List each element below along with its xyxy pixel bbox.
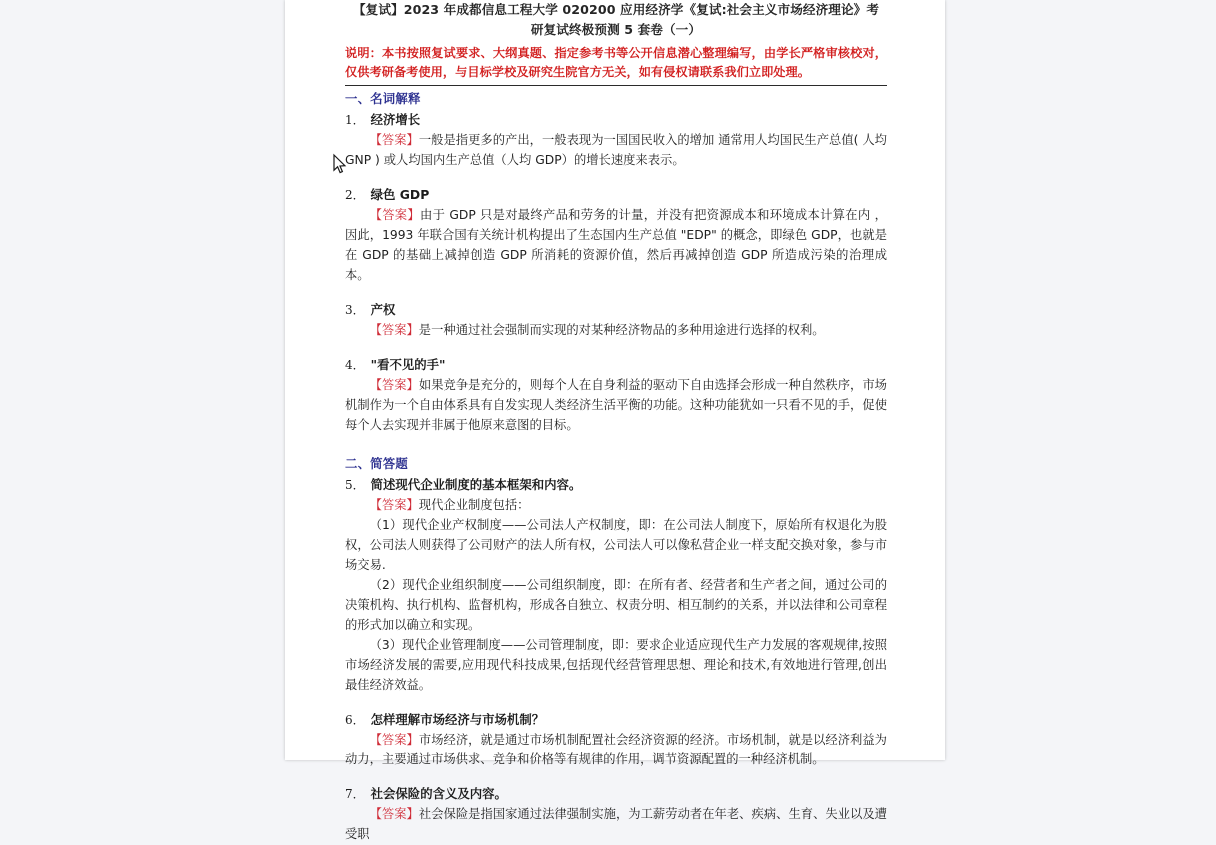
question-number-6: 6．: [345, 712, 365, 727]
question-number-5: 5．: [345, 478, 365, 493]
answer-subpara-5-3: （3）现代企业管理制度——公司管理制度，即：要求企业适应现代生产力发展的客观规律,按照市场经济发展的需要,应用现代科技成果,包括现代经营管理思想、理论和技术,有效地进行管理,创出最佳经济效益。: [345, 637, 887, 692]
page-content: [285, 0, 945, 845]
answer-tag: 【答案】: [369, 498, 419, 513]
section-heading-1: 一、名词解释: [345, 91, 421, 107]
answer-tag: 【答案】: [369, 322, 419, 337]
question-number-1: 1．: [345, 113, 365, 128]
question-heading-1: [345, 109, 887, 131]
question-number-4: 4．: [345, 357, 365, 372]
question-title-5: 简述现代企业制度的基本框架和内容。: [370, 477, 582, 493]
question-heading-6: [345, 709, 887, 731]
question-heading-3: [345, 299, 887, 321]
question-answer-2: [345, 206, 887, 286]
spacer: [345, 696, 887, 709]
document-title-line-1: 【复试】2023 年成都信息工程大学 020200 应用经济学《复试:社会主义市场经济理论》考: [352, 2, 880, 17]
question-answer-3: [345, 321, 887, 341]
question-heading-2: [345, 184, 887, 206]
header-divider: [345, 85, 887, 86]
spacer: [345, 171, 887, 184]
question-title-2: 绿色 GDP: [370, 187, 430, 203]
answer-tag: 【答案】: [369, 208, 420, 223]
question-number-2: 2．: [345, 188, 365, 203]
question-heading-4: [345, 354, 887, 376]
question-answer-7: [345, 805, 887, 845]
publisher-notice: 说明：本书按照复试要求、大纲真题、指定参考书等公开信息潜心整理编写，由学长严格审核校对，仅供考研备考使用，与目标学校及研究生院官方无关，如有侵权请联系我们立即处理。: [345, 46, 887, 80]
answer-tag: 【答案】: [369, 807, 419, 822]
question-title-1: 经济增长: [370, 112, 421, 128]
question-heading-7: [345, 783, 887, 805]
spacer: [345, 286, 887, 299]
answer-text-6: 市场经济，就是通过市场机制配置社会经济资源的经济。市场机制，就是以经济利益为动力，主要通过市场供求、竞争和价格等有规律的作用，调节资源配置的一种经济机制。: [345, 732, 887, 767]
question-title-3: 产权: [370, 301, 396, 317]
question-answer-1: [345, 131, 887, 171]
answer-tag: 【答案】: [369, 732, 419, 747]
answer-text-4: 如果竞争是充分的，则每个人在自身利益的驱动下自由选择会形成一种自然秩序，市场机制作为一个自由体系具有自发实现人类经济生活平衡的功能。这种功能犹如一只看不见的手，促使每个人去实现并非属于他原来意图的目标。: [345, 377, 887, 432]
answer-text-2: 由于 GDP 只是对最终产品和劳务的计量，并没有把资源成本和环境成本计算在内 ，因此，1993 年联合国有关统计机构提出了生态国内生产总值 "EDP" 的概念，即绿色 GDP，也就是在 GDP 的基础上减掉创造 GDP 所消耗的资源价值，然后再减掉创造 GDP 所造成污染的治理成本。: [345, 208, 887, 282]
question-title-7: 社会保险的含义及内容。: [370, 786, 507, 802]
answer-text-7: 社会保险是指国家通过法律强制实施，为工薪劳动者在年老、疾病、生育、失业以及遭受职: [345, 807, 887, 842]
document-title-line-2: 研复试终极预测 5 套卷（一）: [530, 21, 702, 37]
question-answer-4: [345, 376, 887, 436]
spacer: [345, 435, 887, 451]
question-title-6: 怎样理解市场经济与市场机制？: [370, 711, 545, 727]
spacer: [345, 341, 887, 354]
question-title-4: "看不见的手": [370, 356, 446, 372]
document-page[interactable]: [285, 0, 945, 842]
section-heading-2: 二、简答题: [345, 456, 408, 472]
question-answer-5: [345, 496, 887, 516]
question-number-7: 7．: [345, 787, 365, 802]
answer-text-3: 是一种通过社会强制而实现的对某种经济物品的多种用途进行选择的权利。: [418, 322, 825, 337]
answer-subpara-5-1: （1）现代企业产权制度——公司法人产权制度，即：在公司法人制度下，原始所有权退化为股权，公司法人则获得了公司财产的法人所有权，公司法人可以像私营企业一样支配交换对象，参与市场交易.: [345, 518, 887, 573]
answer-text-1: 一般是指更多的产出，一般表现为一国国民收入的增加 通常用人均国民生产总值( 人均 GNP ) 或人均国内生产总值（人均 GDP）的增长速度来表示。: [345, 133, 887, 168]
answer-text-5: 现代企业制度包括：: [418, 498, 530, 513]
answer-tag: 【答案】: [369, 133, 419, 148]
question-number-3: 3．: [345, 302, 365, 317]
question-heading-5: [345, 474, 887, 496]
answer-subpara-5-2: （2）现代企业组织制度——公司组织制度，即：在所有者、经营者和生产者之间，通过公司的决策机构、执行机构、监督机构，形成各自独立、权责分明、相互制约的关系，并以法律和公司章程的形式加以确立和实现。: [345, 578, 887, 632]
spacer: [345, 770, 887, 783]
question-answer-6: [345, 731, 887, 771]
answer-tag: 【答案】: [369, 377, 419, 392]
document-title: [345, 0, 887, 39]
